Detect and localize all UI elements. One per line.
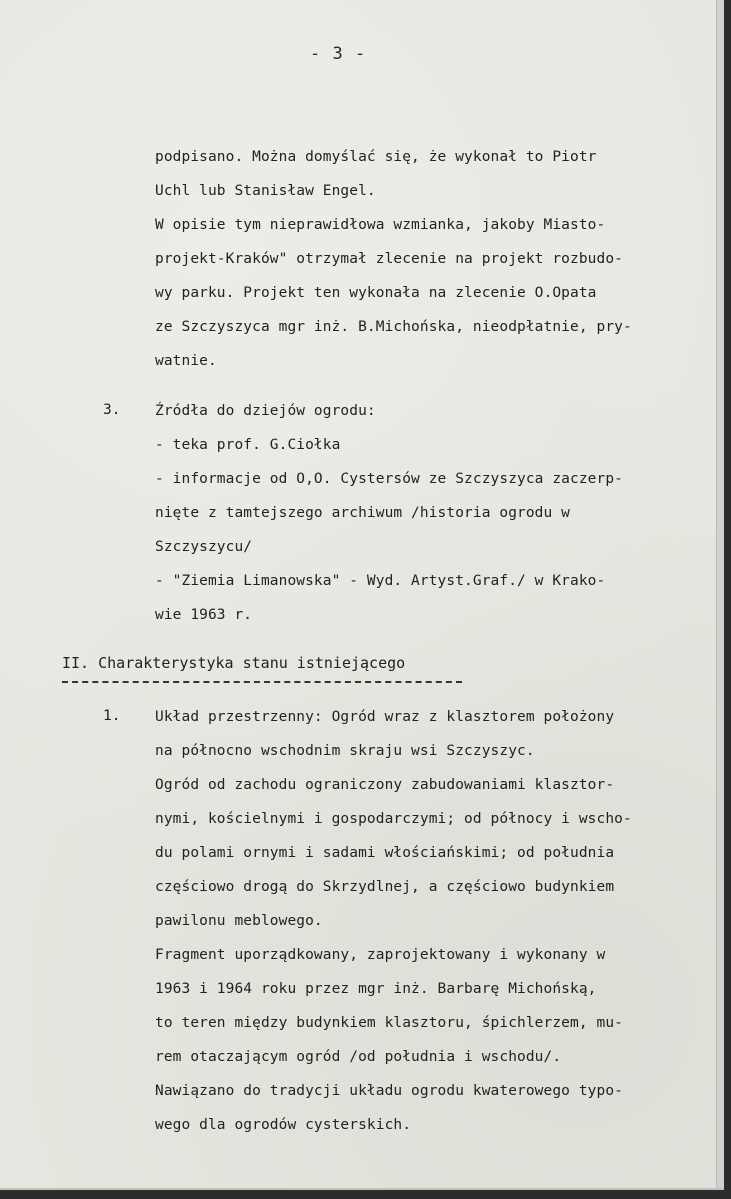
section1-line: du polami ornymi i sadami włościańskimi; od południa [155, 845, 615, 861]
section3-line: - teka prof. G.Ciołka [155, 437, 341, 453]
section1-line: Fragment uporządkowany, zaprojektowany i wykonany w [155, 947, 606, 963]
section1-line: wego dla ogrodów cysterskich. [155, 1117, 412, 1133]
section1-line: 1963 i 1964 roku przez mgr inż. Barbarę Michońską, [155, 981, 597, 997]
paragraph-line: podpisano. Można domyślać się, że wykonał to Piotr [155, 149, 597, 165]
section1-line: Układ przestrzenny: Ogród wraz z klasztorem położony [155, 709, 615, 725]
page-edge-strip [716, 0, 724, 1190]
section3-line: wie 1963 r. [155, 607, 253, 623]
section1-line: pawilonu meblowego. [155, 913, 323, 929]
section-number-1: 1. [103, 708, 121, 724]
section3-line: - "Ziemia Limanowska" - Wyd. Artyst.Graf./ w Krako- [155, 573, 606, 589]
paragraph-line: Uchl lub Stanisław Engel. [155, 183, 376, 199]
section1-line: na północno wschodnim skraju wsi Szczyszyc. [155, 743, 535, 759]
section1-line: Nawiązano do tradycji układu ogrodu kwaterowego typo- [155, 1083, 623, 1099]
paragraph-line: projekt-Kraków" otrzymał zlecenie na projekt rozbudo- [155, 251, 623, 267]
paragraph-line: watnie. [155, 353, 217, 369]
section1-line: Ogród od zachodu ograniczony zabudowaniami klasztor- [155, 777, 615, 793]
section-heading: II. Charakterystyka stanu istniejącego [62, 654, 406, 672]
section1-line: częściowo drogą do Skrzydlnej, a częściowo budynkiem [155, 879, 615, 895]
paragraph-line: W opisie tym nieprawidłowa wzmianka, jakoby Miasto- [155, 217, 606, 233]
page-bottom-edge [0, 1188, 724, 1190]
section1-line: rem otaczającym ogród /od południa i wschodu/. [155, 1049, 562, 1065]
heading-underline [62, 681, 462, 683]
section3-line: - informacje od O,O. Cystersów ze Szczyszyca zaczerp- [155, 471, 623, 487]
paragraph-line: ze Szczyszyca mgr inż. B.Michońska, nieodpłatnie, pry- [155, 319, 632, 335]
section1-line: to teren między budynkiem klasztoru, śpichlerzem, mu- [155, 1015, 623, 1031]
section3-line: Szczyszycu/ [155, 539, 253, 555]
section1-line: nymi, kościelnymi i gospodarczymi; od północy i wscho- [155, 811, 632, 827]
paragraph-line: wy parku. Projekt ten wykonała na zlecenie O.Opata [155, 285, 597, 301]
page-number: - 3 - [310, 44, 367, 64]
section3-line: nięte z tamtejszego archiwum /historia ogrodu w [155, 505, 570, 521]
section-number-3: 3. [103, 402, 121, 418]
section3-line: Źródła do dziejów ogrodu: [155, 403, 376, 419]
